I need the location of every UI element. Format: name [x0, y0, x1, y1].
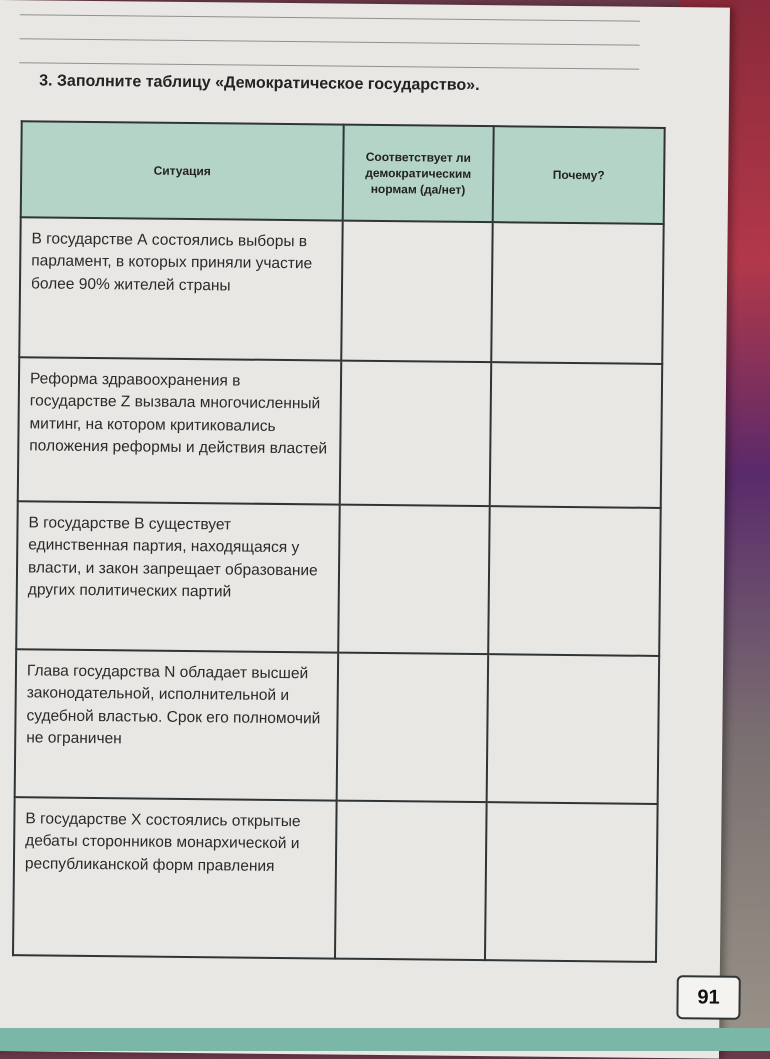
situation-cell: В государстве B существует единственная партия, находящаяся у власти, и закон запрещает образование других политических партий — [16, 501, 340, 652]
democratic-state-table — [12, 120, 666, 963]
task-title: 3. Заполните таблицу «Демократическое государство». — [39, 72, 480, 95]
reason-cell[interactable] — [491, 222, 663, 364]
header-democratic-norms: Соответствует ли демократическим нормам (да/нет) — [343, 125, 494, 223]
answer-cell[interactable] — [337, 653, 489, 803]
table-row — [13, 797, 658, 962]
reason-cell[interactable] — [488, 506, 661, 656]
table-row — [18, 357, 662, 508]
table-row — [19, 217, 663, 364]
answer-cell[interactable] — [341, 221, 492, 363]
table-row — [15, 649, 660, 804]
answer-cell[interactable] — [340, 361, 491, 507]
reason-cell[interactable] — [487, 654, 660, 804]
header-situation: Ситуация — [21, 121, 344, 220]
page-footer-strip — [0, 1028, 770, 1051]
header-why: Почему? — [493, 126, 665, 224]
table-header-row — [21, 121, 665, 224]
page-number: 91 — [676, 975, 740, 1020]
reason-cell[interactable] — [485, 802, 658, 962]
situation-cell: Реформа здравоохранения в государстве Z вызвала многочисленный митинг, на котором критиковались положения реформы и действия властей — [18, 357, 341, 504]
reason-cell[interactable] — [490, 362, 662, 508]
situation-cell: Глава государства N обладает высшей законодательной, исполнительной и судебной властью. Срок его полномочий не ограничен — [15, 649, 339, 800]
answer-line — [20, 14, 640, 21]
table-row — [16, 501, 661, 656]
answer-line — [20, 38, 640, 45]
answer-line — [19, 62, 639, 69]
situation-cell: В государстве X состоялись открытые дебаты сторонников монархической и республиканской форм правления — [13, 797, 337, 958]
answer-cell[interactable] — [338, 505, 490, 655]
situation-cell: В государстве А состоялись выборы в парламент, в которых приняли участие более 90% жителей страны — [19, 217, 342, 360]
answer-cell[interactable] — [335, 801, 487, 961]
